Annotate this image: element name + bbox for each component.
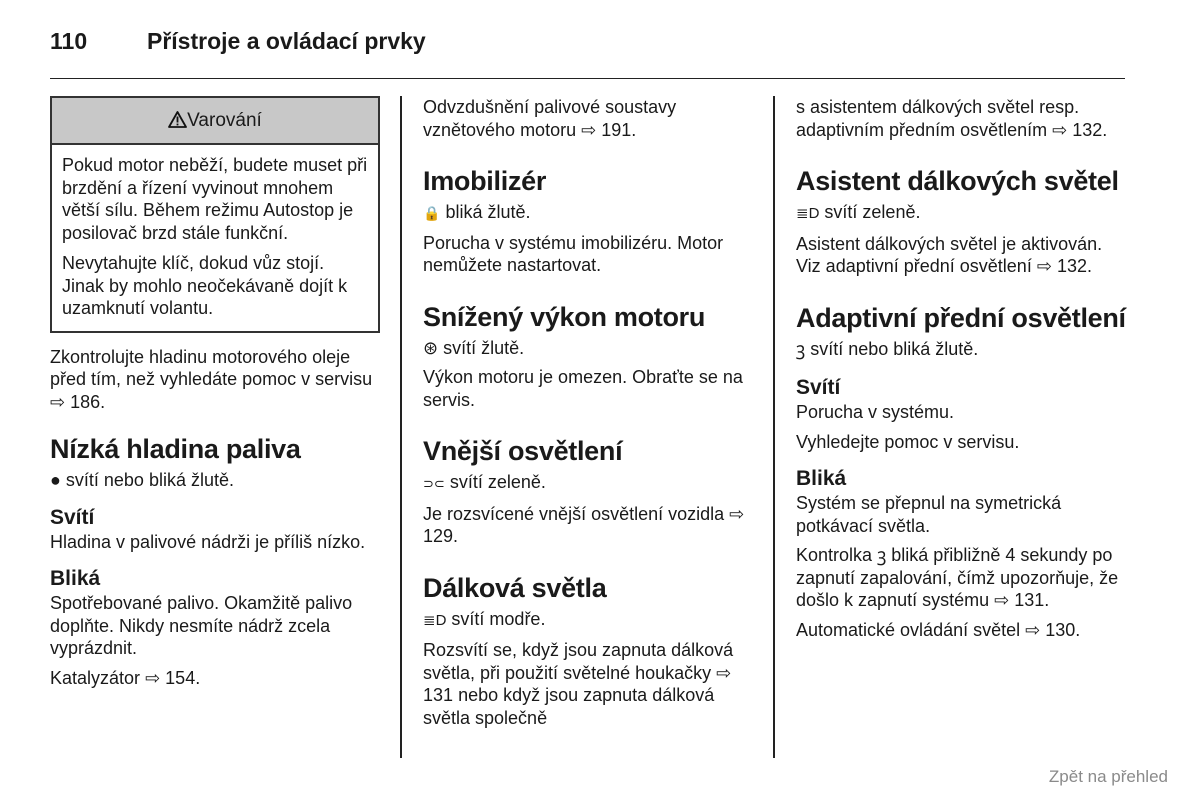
- fuel-blika-paragraph: Spotřebované palivo. Okamžitě palivo doplňte. Nikdy nesmíte nádrž zcela vyprázdnit.: [50, 593, 353, 658]
- exterior-lights-status-line: ⊃⊂ svítí zeleně.: [423, 471, 758, 496]
- continued-paragraph: s asistentem dálkových světel resp. adaptivním předním osvětlením ⇨ 132.: [796, 97, 1108, 140]
- column-1: [50, 96, 380, 696]
- adaptive-lighting-status-line: ꝫ svítí nebo bliká žlutě.: [796, 338, 979, 359]
- warning-paragraph: Nevytahujte klíč, dokud vůz stojí. Jinak by mohlo neočekávaně dojít k uzamknutí volantu.: [62, 253, 348, 318]
- column-divider: [773, 96, 775, 758]
- lock-icon: 🔒: [423, 205, 441, 221]
- page-reference-link[interactable]: 131.: [1014, 590, 1050, 610]
- warning-triangle-icon: [168, 111, 187, 128]
- subheading-sviti: Svítí: [50, 505, 95, 529]
- page-reference-arrow-icon: ⇨: [729, 503, 745, 524]
- page-reference-arrow-icon: ⇨: [145, 667, 161, 688]
- page-reference-arrow-icon: ⇨: [994, 590, 1010, 610]
- subheading-blika: Bliká: [796, 467, 847, 490]
- adaptive-light-icon: ꝫ: [796, 338, 806, 359]
- high-beam-assist-icon: ≣D: [796, 205, 820, 222]
- high-beam-paragraph: Rozsvítí se, když jsou zapnuta dálková světla, při použití světelné houkačky ⇨ 131 nebo když jsou zapnuta dálková světla společně: [423, 640, 734, 728]
- column-divider: [400, 96, 402, 758]
- adaptive-sviti-paragraph: Vyhledejte pomoc v servisu.: [796, 431, 1020, 452]
- page-reference-arrow-icon: ⇨: [1025, 619, 1041, 640]
- page-title: Přístroje a ovládací prvky: [147, 28, 426, 54]
- page-reference-arrow-icon: ⇨: [50, 391, 66, 412]
- subheading-blika: Bliká: [50, 567, 101, 590]
- section-heading-immobilizer: Imobilizér: [423, 166, 547, 196]
- page-reference-link[interactable]: 132.: [1056, 256, 1092, 276]
- page-reference-arrow-icon: ⇨: [581, 119, 597, 140]
- reduced-power-paragraph: Výkon motoru je omezen. Obraťte se na servis.: [423, 367, 743, 410]
- page-header: [50, 24, 1125, 79]
- column-3: [796, 96, 1131, 648]
- warning-title: Varování: [187, 110, 262, 131]
- warning-header: [52, 98, 378, 145]
- beam-assist-status-line: ≣D svítí zeleně.: [796, 201, 1131, 226]
- auto-lights-paragraph: Automatické ovládání světel ⇨ 130.: [796, 619, 1081, 640]
- warning-box: [50, 96, 380, 333]
- section-heading-exterior-lights: Vnější osvětlení: [423, 436, 623, 466]
- page-number: 110: [50, 28, 88, 54]
- page-reference-arrow-icon: ⇨: [1036, 256, 1052, 276]
- back-to-overview-link[interactable]: Zpět na přehled: [1048, 767, 1168, 786]
- high-beam-icon: ≣D: [423, 611, 447, 629]
- beam-assist-paragraph: Asistent dálkových světel je aktivován. Viz adaptivní přední osvětlení ⇨ 132.: [796, 233, 1103, 276]
- fuel-status-line: ● svítí nebo bliká žlutě.: [50, 470, 234, 490]
- warning-paragraph: Pokud motor neběží, budete muset při brzdění a řízení vyvinout mnohem větší sílu. Během režimu Autostop je posilovač brzd stále funkční.: [62, 155, 368, 243]
- adaptive-blika-paragraph: Systém se přepnul na symetrická potkávací světla.: [796, 493, 1062, 536]
- immobilizer-paragraph: Porucha v systému imobilizéru. Motor nemůžete nastartovat.: [423, 232, 724, 275]
- column-2: [423, 96, 758, 736]
- page-reference-link[interactable]: 131: [423, 685, 454, 705]
- page-reference-link[interactable]: 154.: [165, 667, 201, 688]
- page-reference-link[interactable]: 129.: [423, 526, 459, 546]
- section-heading-beam-assist: Asistent dálkových světel: [796, 166, 1119, 196]
- adaptive-blika-paragraph: Kontrolka ꝫ bliká přibližně 4 sekundy po zapnutí zapalování, čímž upozorňuje, že došlo k zapnutí systému ⇨ 131.: [796, 545, 1119, 610]
- warning-body: [52, 145, 378, 331]
- section-heading-high-beam: Dálková světla: [423, 572, 607, 603]
- exterior-lights-paragraph: Je rozsvícené vnější osvětlení vozidla ⇨ 129.: [423, 503, 745, 546]
- fuel-drop-icon: ●: [50, 470, 61, 490]
- page-reference-arrow-icon: ⇨: [716, 662, 732, 683]
- exterior-light-icon: ⊃⊂: [423, 476, 445, 491]
- fuel-sviti-paragraph: Hladina v palivové nádrži je příliš nízko.: [50, 531, 366, 552]
- adaptive-sviti-paragraph: Porucha v systému.: [796, 402, 955, 422]
- immobilizer-status-line: 🔒 bliká žlutě.: [423, 201, 758, 225]
- page-reference-link[interactable]: 132.: [1072, 119, 1108, 140]
- page-reference-link[interactable]: 191.: [601, 119, 637, 140]
- reduced-power-status-line: ⊛ svítí žlutě.: [423, 337, 525, 358]
- section-heading-adaptive-lighting: Adaptivní přední osvětlení: [796, 302, 1126, 333]
- page-reference-link[interactable]: 186.: [70, 391, 106, 412]
- catalyst-paragraph: Katalyzátor ⇨ 154.: [50, 667, 201, 688]
- fuel-bleed-paragraph: Odvzdušnění palivové soustavy vznětového motoru ⇨ 191.: [423, 97, 677, 140]
- oil-check-paragraph: Zkontrolujte hladinu motorového oleje před tím, než vyhledáte pomoc v servisu ⇨ 186.: [50, 346, 373, 412]
- page-reference-link[interactable]: 130.: [1045, 619, 1081, 640]
- section-heading-reduced-power: Snížený výkon motoru: [423, 301, 706, 332]
- adaptive-light-icon: ꝫ: [877, 545, 887, 565]
- page-reference-arrow-icon: ⇨: [1052, 119, 1068, 140]
- high-beam-status-line: ≣D svítí modře.: [423, 608, 758, 633]
- engine-power-icon: ⊛: [423, 337, 439, 358]
- section-heading-fuel: Nízká hladina paliva: [50, 434, 301, 464]
- subheading-sviti: Svítí: [796, 376, 841, 399]
